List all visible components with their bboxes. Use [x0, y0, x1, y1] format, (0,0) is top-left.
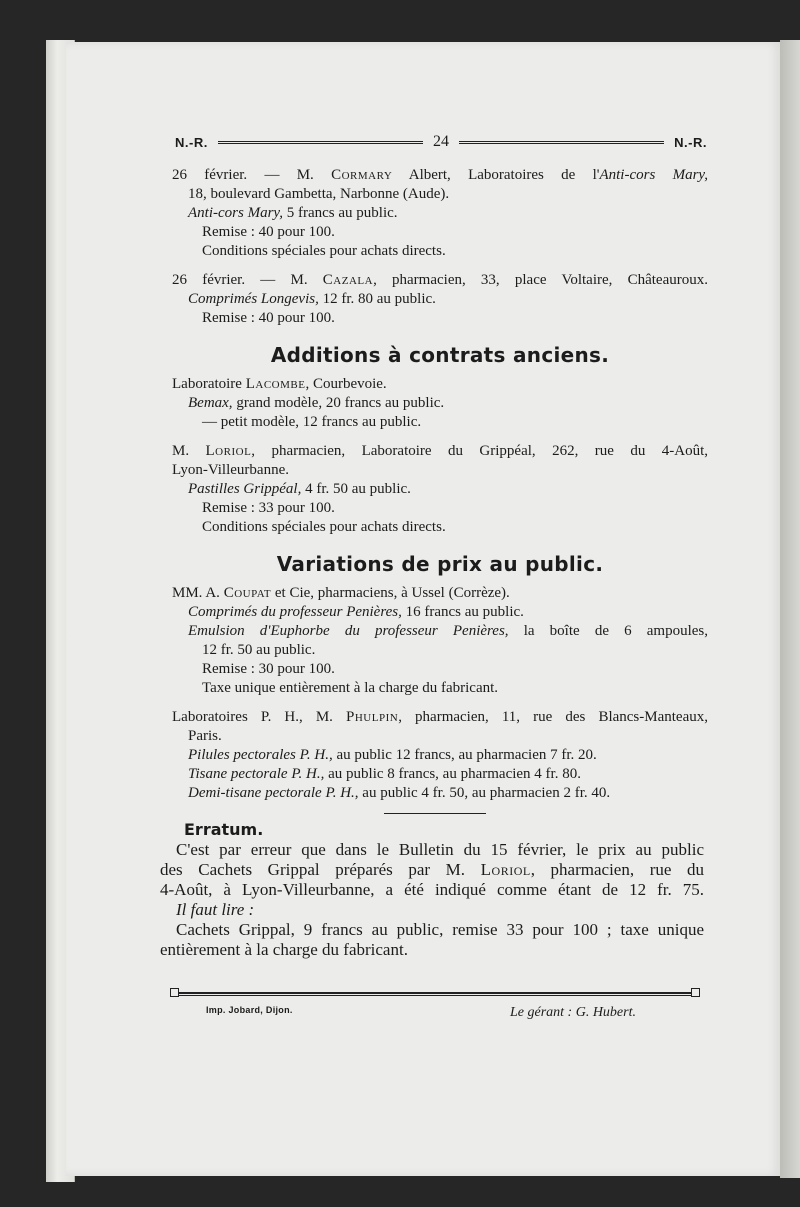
text-line — [172, 242, 708, 261]
text-run: Comprimés Longevis, — [188, 291, 319, 307]
text-line — [172, 375, 708, 394]
text-line — [172, 746, 708, 765]
text-line — [172, 271, 708, 290]
text-run: Albert, Laboratoires de l' — [392, 167, 600, 183]
text-run: au public 12 francs, au pharmacien 7 fr. 20. — [332, 747, 597, 763]
text-line — [172, 499, 708, 518]
page-right-edge — [780, 40, 800, 1178]
footer-rule — [170, 988, 700, 1000]
text-run: Loriol — [480, 860, 531, 879]
text-line — [172, 518, 708, 537]
text-line — [172, 461, 708, 480]
text-run: , pharmacien, rue du — [530, 860, 704, 879]
text-line — [172, 641, 708, 660]
entry — [172, 584, 708, 698]
text-run: 4 fr. 50 au public. — [301, 481, 411, 497]
text-run: Anti-cors Mary, — [188, 205, 283, 221]
text-line — [172, 603, 708, 622]
text-run: 26 février. — M. — [172, 272, 323, 288]
text-line — [172, 622, 708, 641]
text-run: Remise : 33 pour 100. — [202, 500, 335, 516]
text-line — [172, 765, 708, 784]
text-run: C'est par erreur que dans le Bulletin du 15 février, le prix au public — [176, 840, 704, 859]
separator-rule — [384, 813, 486, 814]
entry — [172, 271, 708, 328]
text-run: Conditions spéciales pour achats directs. — [202, 243, 446, 259]
text-line — [160, 860, 704, 880]
text-run: Emulsion d'Euphorbe du professeur Penières, — [188, 623, 509, 639]
text-run: — petit modèle, 12 francs au public. — [202, 414, 422, 430]
text-run: Taxe unique entièrement à la charge du fabricant. — [202, 680, 499, 696]
footer-rule-left-square — [170, 988, 179, 997]
text-line — [172, 708, 708, 727]
text-run: la boîte de 6 ampoules, — [508, 623, 708, 639]
additions-list — [172, 375, 708, 537]
text-line — [172, 784, 708, 803]
text-run: Loriol — [205, 443, 252, 459]
text-run: 12 fr. 80 au public. — [318, 291, 436, 307]
text-line — [172, 204, 708, 223]
text-run: Lacombe — [245, 376, 306, 392]
text-run: M. — [172, 443, 206, 459]
text-run: et Cie, pharmaciens, à Ussel (Corrèze). — [271, 585, 510, 601]
text-run: Demi-tisane pectorale P. H., — [188, 785, 359, 801]
text-line — [172, 223, 708, 242]
header-right-mark: N.-R. — [674, 134, 707, 150]
text-run: 18, boulevard Gambetta, Narbonne (Aude). — [188, 186, 450, 202]
text-run: au public 8 francs, au pharmacien 4 fr. 80. — [324, 766, 581, 782]
text-run: Cormary — [331, 167, 393, 183]
text-line — [160, 940, 704, 960]
erratum-text — [160, 840, 704, 960]
text-line — [172, 309, 708, 328]
manager-credit: Le gérant : G. Hubert. — [510, 1005, 636, 1020]
text-run: Cazala — [322, 272, 374, 288]
text-run: Remise : 40 pour 100. — [202, 310, 335, 326]
text-run: MM. A. — [172, 585, 224, 601]
text-run: grand modèle, 20 francs au public. — [232, 395, 445, 411]
text-run: Laboratoires P. H., M. — [172, 709, 347, 725]
text-run: au public 4 fr. 50, au pharmacien 2 fr. 40. — [358, 785, 611, 801]
text-run: 4-Août, à Lyon-Villeurbanne, a été indiqué comme étant de 12 fr. 75. — [160, 880, 704, 899]
text-line — [160, 900, 704, 920]
header-left-mark: N.-R. — [175, 134, 208, 150]
text-run: , pharmacien, 11, rue des Blancs-Manteaux, — [398, 709, 708, 725]
entry — [172, 442, 708, 537]
section-title-variations: Variations de prix au public. — [276, 552, 604, 576]
section-title-additions: Additions à contrats anciens. — [270, 343, 610, 367]
text-run: Coupat — [223, 585, 272, 601]
text-run: 5 francs au public. — [283, 205, 398, 221]
text-line — [172, 679, 708, 698]
page-number: 24 — [433, 133, 449, 150]
contracts-list — [172, 166, 708, 328]
main-content — [172, 166, 708, 814]
text-run: Tisane pectorale P. H., — [188, 766, 325, 782]
text-run: Laboratoire — [172, 376, 246, 392]
text-run: Pilules pectorales P. H., — [188, 747, 333, 763]
text-run: Lyon-Villeurbanne. — [172, 462, 289, 478]
header-rule-right — [459, 141, 664, 144]
text-line — [172, 290, 708, 309]
text-run: Anti-cors Mary, — [599, 167, 708, 183]
text-run: 16 francs au public. — [401, 604, 524, 620]
text-line — [172, 727, 708, 746]
erratum-block — [160, 820, 704, 960]
entry — [172, 375, 708, 432]
text-line — [172, 660, 708, 679]
text-run: , Courbevoie. — [305, 376, 387, 392]
text-run: Paris. — [188, 728, 222, 744]
text-run: Remise : 40 pour 100. — [202, 224, 335, 240]
text-line — [172, 166, 708, 185]
text-run: Conditions spéciales pour achats directs. — [202, 519, 446, 535]
text-run: entièrement à la charge du fabricant. — [160, 940, 408, 959]
text-run: Comprimés du professeur Penières, — [188, 604, 402, 620]
text-run: Il faut lire : — [176, 900, 255, 919]
text-line — [172, 185, 708, 204]
text-run: Bemax, — [188, 395, 233, 411]
entry — [172, 166, 708, 261]
text-run: 12 fr. 50 au public. — [202, 642, 316, 658]
text-line — [172, 394, 708, 413]
text-line — [160, 920, 704, 940]
printer-credit: Imp. Jobard, Dijon. — [206, 1005, 293, 1015]
variations-list — [172, 584, 708, 803]
text-run: Pastilles Grippéal, — [188, 481, 302, 497]
text-line — [172, 480, 708, 499]
text-run: des Cachets Grippal préparés par M. — [160, 860, 481, 879]
text-run: 26 février. — M. — [172, 167, 332, 183]
text-line — [172, 442, 708, 461]
text-line — [172, 413, 708, 432]
footer-rule-right-square — [691, 988, 700, 997]
running-header — [175, 130, 707, 154]
erratum-heading: Erratum. — [184, 820, 264, 839]
entry — [172, 708, 708, 803]
header-rule-left — [218, 141, 423, 144]
text-run: Remise : 30 pour 100. — [202, 661, 335, 677]
text-run: , pharmacien, Laboratoire du Grippéal, 262, rue du 4-Août, — [251, 443, 708, 459]
footer-rule-line — [178, 992, 692, 996]
text-run: Phulpin — [346, 709, 399, 725]
text-run: , pharmacien, 33, place Voltaire, Châteauroux. — [373, 272, 708, 288]
text-line — [160, 880, 704, 900]
text-run: Cachets Grippal, 9 francs au public, remise 33 pour 100 ; taxe unique — [176, 920, 704, 939]
text-line — [160, 840, 704, 860]
text-line — [172, 584, 708, 603]
